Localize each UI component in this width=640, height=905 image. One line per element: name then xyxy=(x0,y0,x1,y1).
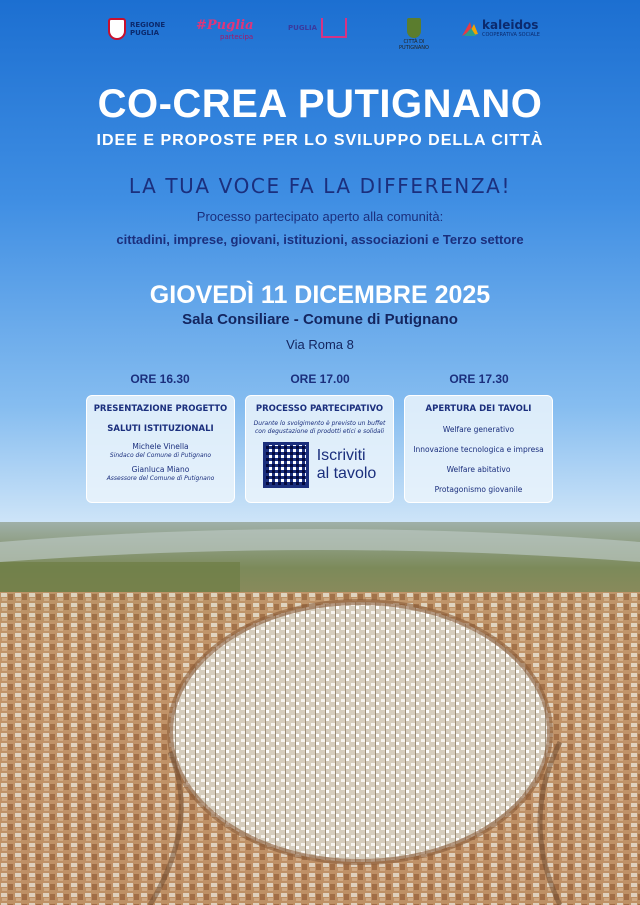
time-2: ORE 17.00 xyxy=(290,372,350,386)
citta-putignano-logo xyxy=(396,18,432,51)
aerial-town-photo xyxy=(0,522,640,905)
speaker-role: Sindaco del Comune di Putignano xyxy=(109,452,212,459)
signup-call-to-action xyxy=(317,447,377,483)
signup-line-1: Iscriviti xyxy=(316,447,366,464)
aerial-town-illustration xyxy=(0,522,640,905)
qr-code-icon[interactable] xyxy=(263,442,309,488)
event-subtitle: IDEE E PROPOSTE PER LO SVILUPPO DELLA CITTÀ xyxy=(96,132,544,149)
box1-subheading: SALUTI ISTITUZIONALI xyxy=(107,424,214,434)
puglia-ce-text: PUGLIA xyxy=(288,24,318,32)
kaleidos-mark-icon xyxy=(462,20,478,36)
regione-puglia-logo xyxy=(108,18,166,40)
schedule-box-processo xyxy=(245,395,394,503)
time-3: ORE 17.30 xyxy=(449,372,509,386)
box1-heading: PRESENTAZIONE PROGETTO xyxy=(93,404,228,414)
puglia-partecipa-sub: partecipa xyxy=(220,33,254,41)
speaker-name: Gianluca Miano xyxy=(131,465,190,474)
regione-logo-text: REGIONE PUGLIA xyxy=(130,21,166,37)
table-topic: Welfare generativo xyxy=(442,425,515,434)
event-title: CO-CREA PUTIGNANO xyxy=(97,82,543,126)
kaleidos-sub: COOPERATIVA SOCIALE xyxy=(482,32,540,38)
puglia-ce-logo xyxy=(288,18,347,38)
intro-line-1: Processo partecipato aperto alla comunità: xyxy=(196,209,444,224)
citta-logo-text: CITTÀ DI PUTIGNANO xyxy=(399,39,429,51)
speaker-name: Michele Vinella xyxy=(132,442,189,451)
house-icon xyxy=(321,18,347,38)
signup-line-2: al tavolo xyxy=(316,465,377,482)
event-venue: Sala Consiliare - Comune di Putignano xyxy=(182,311,458,328)
signup-row[interactable] xyxy=(246,442,393,488)
intro-line-2: cittadini, imprese, giovani, istituzioni, associazioni e Terzo settore xyxy=(116,232,524,247)
kaleidos-text: kaleidos xyxy=(482,18,539,32)
puglia-partecipa-logo xyxy=(196,18,254,41)
table-topic: Welfare abitativo xyxy=(446,465,511,474)
event-date: GIOVEDÌ 11 DICEMBRE 2025 xyxy=(149,281,491,309)
regione-shield-icon xyxy=(108,18,126,40)
buffet-note: Durante lo svolgimento è previsto un buffet con degustazione di prodotti etici e solidali xyxy=(253,420,386,435)
box3-heading: APERTURA DEI TAVOLI xyxy=(425,404,532,414)
event-address: Via Roma 8 xyxy=(286,337,354,352)
kaleidos-logo xyxy=(462,18,540,38)
schedule-box-presentazione xyxy=(86,395,235,503)
speaker-role: Assessore del Comune di Putignano xyxy=(106,475,215,482)
time-1: ORE 16.30 xyxy=(130,372,190,386)
table-topic: Protagonismo giovanile xyxy=(434,485,523,494)
table-topic: Innovazione tecnologica e impresa xyxy=(413,445,544,454)
slogan: LA TUA VOCE FA LA DIFFERENZA! xyxy=(128,174,512,198)
coat-of-arms-icon xyxy=(407,18,421,38)
box2-heading: PROCESSO PARTECIPATIVO xyxy=(255,404,384,414)
partner-logos xyxy=(0,18,640,62)
schedule-box-tavoli xyxy=(404,395,553,503)
puglia-partecipa-text: #Puglia xyxy=(196,18,254,33)
